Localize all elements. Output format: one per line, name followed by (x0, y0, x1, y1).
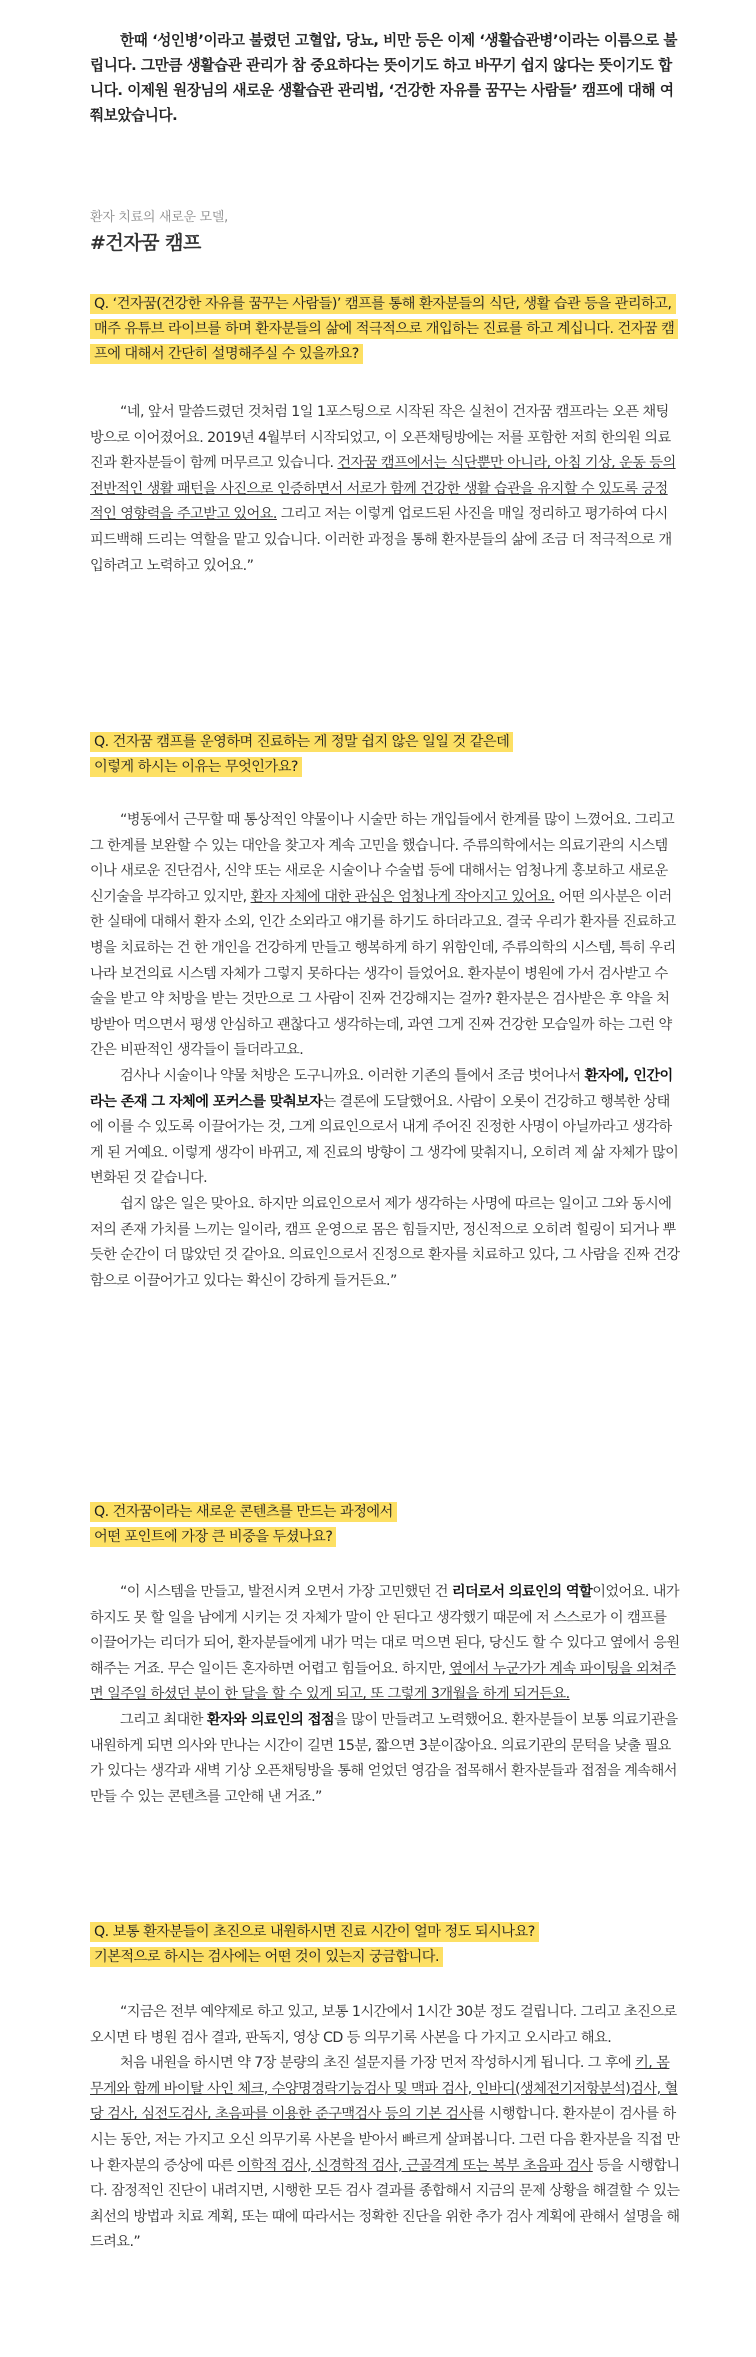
answer-4 (90, 2000, 680, 2256)
answer-2-paragraph-2 (90, 1064, 680, 1192)
question-3 (90, 1500, 680, 1550)
intro-paragraph: 한때 ‘성인병’이라고 불렸던 고혈압, 당뇨, 비만 등은 이제 ‘생활습관병’이라는 이름으로 불립니다. 그만큼 생활습관 관리가 참 중요하다는 뜻이기도 하고 바꾸기 쉽지 않다는 뜻이기도 합니다. 이제원 원장님의 새로운 생활습관 관리법, ‘건강한 자유를 꿈꾸는 사람들’ 캠프에 대해 여쭤보았습니다. (90, 32, 678, 124)
answer-underline: 환자 자체에 대한 관심은 엄청나게 작아지고 있어요. (250, 888, 555, 905)
section-subtitle: 환자 치료의 새로운 모델, (90, 210, 228, 225)
answer-text: 그리고 저는 이렇게 업로드된 사진을 매일 정리하고 평가하여 다시 피드백해 드리는 역할을 맡고 있습니다. 이러한 과정을 통해 환자분들의 삶에 조금 더 적극적으로 개입하려고 노력하고 있어요.” (90, 506, 672, 574)
answer-bold: 환자와 의료인의 접점 (206, 1711, 335, 1728)
answer-text: 를 시행합니다. 환자분이 검사를 하시는 동안, 저는 가지고 오신 의무기록 사본을 받아서 빠르게 살펴봅니다. 그런 다음 환자분을 직접 만나 환자분의 증상에 따른 (90, 2106, 680, 2174)
answer-4-paragraph-1: “지금은 전부 예약제로 하고 있고, 보통 1시간에서 1시간 30분 정도 걸립니다. 그리고 초진으로 오시면 타 병원 검사 결과, 판독지, 영상 CD 등 의무기록 사본을 다 가지고 오시라고 해요. (90, 2004, 677, 2046)
question-2-line-1: Q. 건자꿈 캠프를 운영하며 진료하는 게 정말 쉽지 않은 일일 것 같은데 (90, 732, 513, 752)
answer-underline: 옆에서 누군가가 계속 파이팅을 외쳐주면 일주일 하셨던 분이 한 달을 할 수 있게 되고, 또 그렇게 3개월을 하게 되거든요. (90, 1660, 676, 1703)
answer-text: 검사나 시술이나 약물 처방은 도구니까요. 이러한 기존의 틀에서 조금 벗어나서 (120, 1067, 585, 1084)
answer-text: 을 많이 만들려고 노력했어요. 환자분들이 보통 의료기관을 내원하게 되면 의사와 만나는 시간이 길면 15분, 짧으면 3분이잖아요. 의료기관의 문턱을 낮출 필요가 있다는 생각과 새벽 기상 오픈채팅방을 통해 얻었던 영감을 접목해서 환자분들과 접점을 계속해서 만들 수 있는 콘텐츠를 고안해 낸 거죠.” (90, 1711, 678, 1805)
answer-2 (90, 808, 680, 1294)
question-1 (90, 292, 680, 367)
question-3-line-2: 어떤 포인트에 가장 큰 비중을 두셨나요? (90, 1527, 336, 1547)
answer-text: “이 시스템을 만들고, 발전시켜 오면서 가장 고민했던 건 (120, 1584, 452, 1600)
answer-underline: 키, 몸무게와 함께 바이탈 사인 체크, 수양명경락기능검사 및 맥파 검사, 인바디(생체전기저항분석)검사, 혈당 검사, 심전도검사, 초음파를 이용한 준구맥검사 등의 기본 검사 (90, 2055, 678, 2123)
answer-text: 어떤 의사분은 이러한 실태에 대해서 환자 소외, 인간 소외라고 얘기를 하기도 하더라고요. 결국 우리가 환자를 진료하고 병을 치료하는 건 한 개인을 건강하게 만들고 행복하게 하기 위함인데, 주류의학의 시스템, 특히 우리나라 보건의료 시스템 자체가 그렇지 못하다는 생각이 들었어요. 환자분이 병원에 가서 검사받고 수술을 받고 약 처방을 받는 것만으로 그 사람이 진짜 건강해지는 걸까? 환자분은 검사받은 후 약을 처방받아 먹으면서 평생 안심하고 괜찮다고 생각하는데, 과연 그게 진짜 건강한 모습일까 하는 그런 약간은 비판적인 생각들이 들더라고요. (90, 888, 676, 1059)
answer-1 (90, 400, 680, 579)
section-title: #건자꿈 캠프 (90, 232, 201, 254)
answer-text: 등을 시행합니다. 잠정적인 진단이 내려지면, 시행한 모든 검사 결과를 종합해서 지금의 문제 상황을 해결할 수 있는 최선의 방법과 치료 계획, 또는 때에 따라서는 정확한 진단을 위한 추가 검사 계획에 관해서 설명을 해드려요.” (90, 2157, 680, 2251)
question-4 (90, 1920, 680, 1970)
question-1-highlight: Q. ‘건자꿈(건강한 자유를 꿈꾸는 사람들)’ 캠프를 통해 환자분들의 식단, 생활 습관 등을 관리하고, 매주 유튜브 라이브를 하며 환자분들의 삶에 적극적으로 개입하는 진료를 하고 계십니다. 건자꿈 캠프에 대해서 간단히 설명해주실 수 있을까요? (90, 294, 678, 364)
question-2-line-2: 이렇게 하시는 이유는 무엇인가요? (90, 757, 302, 777)
question-2 (90, 730, 680, 780)
answer-2-paragraph-1 (90, 808, 680, 1064)
answer-text: 처음 내원을 하시면 약 7장 분량의 초진 설문지를 가장 먼저 작성하시게 됩니다. 그 후에 (120, 2055, 636, 2072)
answer-3-paragraph-2 (90, 1708, 680, 1810)
question-4-line-1: Q. 보통 환자분들이 초진으로 내원하시면 진료 시간이 얼마 정도 되시나요? (90, 1922, 539, 1942)
answer-text: 그리고 최대한 (120, 1711, 207, 1728)
answer-bold: 환자에, 인간이라는 존재 그 자체에 포커스를 맞춰보자 (90, 1067, 673, 1110)
answer-underline: 건자꿈 캠프에서는 식단뿐만 아니라, 아침 기상, 운동 등의 전반적인 생활 패턴을 사진으로 인증하면서 서로가 함께 건강한 생활 습관을 유지할 수 있도록 긍정적인 영향력을 주고받고 있어요. (90, 455, 676, 523)
answer-4-paragraph-2 (90, 2051, 680, 2256)
answer-text: “병동에서 근무할 때 통상적인 약물이나 시술만 하는 개입들에서 한계를 많이 느꼈어요. 그리고 그 한계를 보완할 수 있는 대안을 찾고자 계속 고민을 했습니다. 주류의학에서는 의료기관의 시스템이나 새로운 진단검사, 신약 또는 새로운 시술이나 수술법 등에 대해서는 엄청나게 홍보하고 새로운 신기술을 부각하고 있지만, (90, 812, 675, 905)
answer-text: 는 결론에 도달했어요. 사람이 오롯이 건강하고 행복한 상태에 이를 수 있도록 이끌어가는 것, 그게 의료인으로서 내게 주어진 진정한 사명이 아닐까라고 생각하게 된 거예요. 이렇게 생각이 바뀌고, 제 진료의 방향이 그 생각에 맞춰지니, 오히려 제 삶 자체가 많이 변화된 것 같습니다. (90, 1093, 679, 1187)
question-3-line-1: Q. 건자꿈이라는 새로운 콘텐츠를 만드는 과정에서 (90, 1502, 397, 1522)
answer-3-paragraph-1 (90, 1580, 680, 1708)
question-4-line-2: 기본적으로 하시는 검사에는 어떤 것이 있는지 궁금합니다. (90, 1947, 443, 1967)
answer-bold: 리더로서 의료인의 역할 (451, 1584, 593, 1600)
answer-2-paragraph-3: 쉽지 않은 일은 맞아요. 하지만 의료인으로서 제가 생각하는 사명에 따르는 일이고 그와 동시에 저의 존재 가치를 느끼는 일이라, 캠프 운영으로 몸은 힘들지만, 정신적으로 오히려 힐링이 되거나 뿌듯한 순간이 더 많았던 것 같아요. 의료인으로서 진정으로 환자를 치료하고 있다, 그 사람을 진짜 건강함으로 이끌어가고 있다는 확신이 강하게 들거든요.” (90, 1195, 680, 1289)
answer-underline: 이학적 검사, 신경학적 검사, 근골격계 또는 복부 초음파 검사 (237, 2157, 593, 2174)
answer-3 (90, 1580, 680, 1810)
answer-text: “네, 앞서 말씀드렸던 것처럼 1일 1포스팅으로 시작된 작은 실천이 건자꿈 캠프라는 오픈 채팅방으로 이어졌어요. 2019년 4월부터 시작되었고, 이 오픈채팅방에는 저를 포함한 저희 한의원 의료진과 환자분들이 함께 머무르고 있습니다. (90, 404, 671, 472)
answer-text: 이었어요. 내가 하지도 못 할 일을 남에게 시키는 것 자체가 말이 안 된다고 생각했기 때문에 저 스스로가 이 캠프를 이끌어가는 리더가 되어, 환자분들에게 내가 먹는 대로 먹으면 된다, 당신도 할 수 있다고 옆에서 응원해주는 거죠. 무슨 일이든 혼자하면 어렵고 힘들어요. 하지만, (90, 1584, 680, 1677)
answer-1-paragraph (90, 400, 680, 579)
